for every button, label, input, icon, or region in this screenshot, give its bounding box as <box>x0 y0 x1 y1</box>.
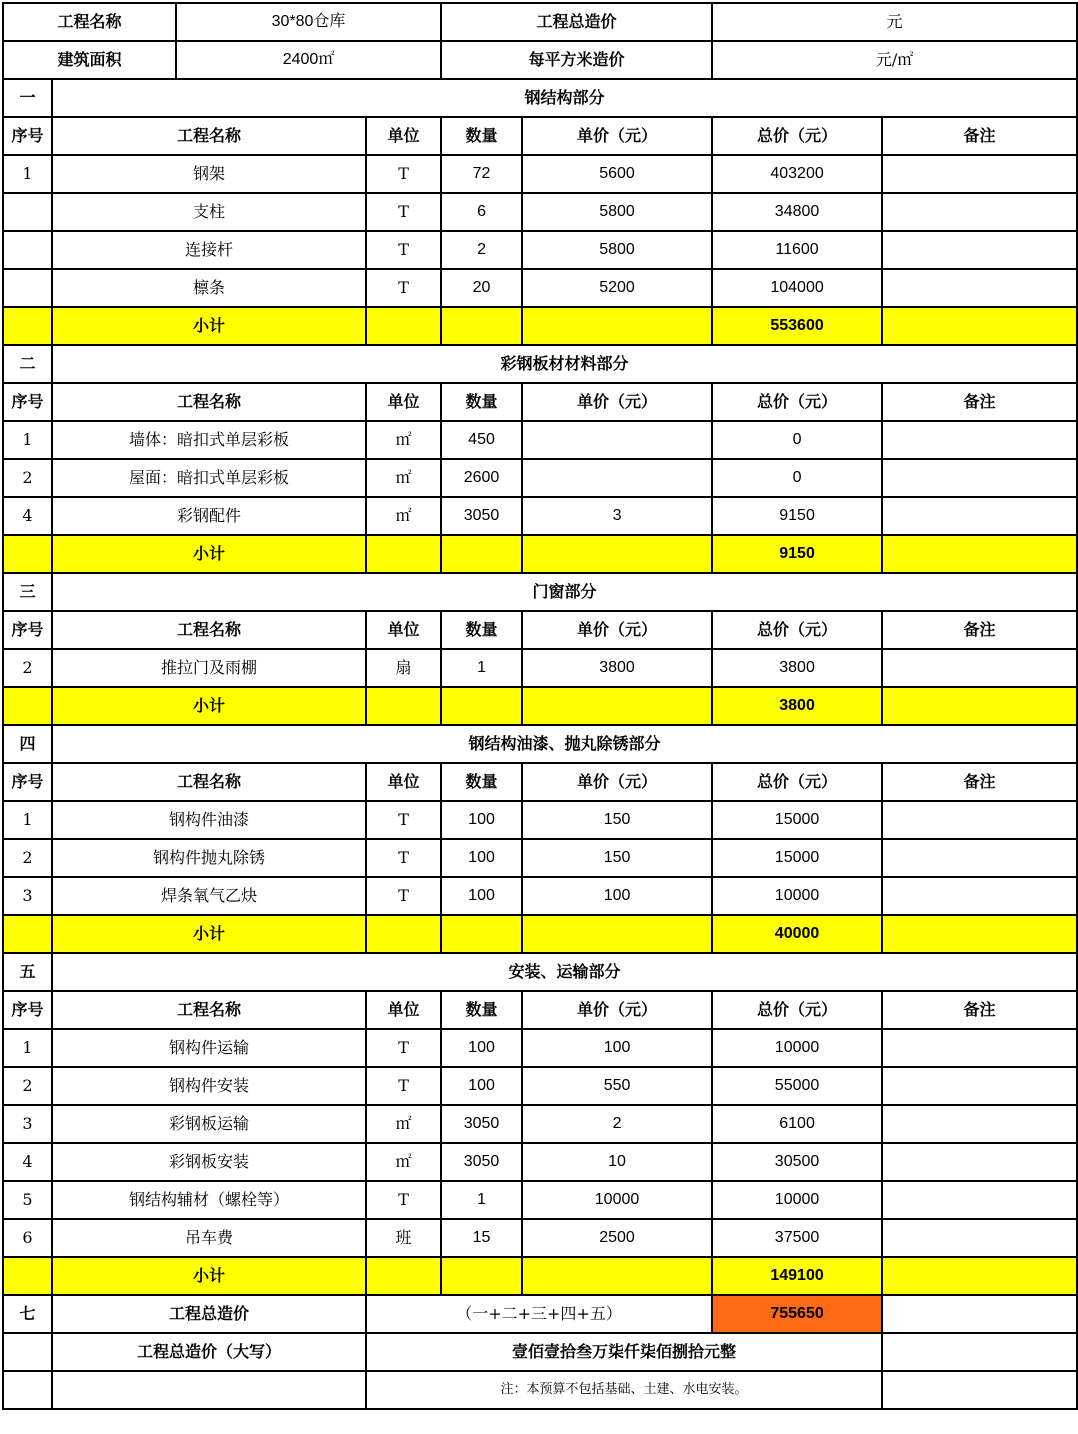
cell-unit: T <box>366 839 441 877</box>
cell-index <box>3 269 52 307</box>
subtotal-remark <box>882 915 1077 953</box>
cell-index: 2 <box>3 839 52 877</box>
table-row <box>3 1029 1077 1067</box>
subtotal-value: 3800 <box>712 687 882 725</box>
column-header-name: 工程名称 <box>52 117 366 155</box>
grand-total-row <box>3 1295 1077 1333</box>
uppercase-label: 工程总造价（大写） <box>52 1333 366 1371</box>
column-header-row <box>3 611 1077 649</box>
cell-remark <box>882 231 1077 269</box>
cell-qty: 15 <box>441 1219 522 1257</box>
section-title-row <box>3 953 1077 991</box>
cell-index: 1 <box>3 1029 52 1067</box>
cell-name: 吊车费 <box>52 1219 366 1257</box>
section-title: 钢结构油漆、抛丸除锈部分 <box>52 725 1077 763</box>
column-header-unit: 单位 <box>366 611 441 649</box>
cell-qty: 20 <box>441 269 522 307</box>
column-header-unit: 单位 <box>366 991 441 1029</box>
section-title-row <box>3 79 1077 117</box>
project-name-label: 工程名称 <box>3 3 176 41</box>
subtotal-remark <box>882 535 1077 573</box>
cell-unit: T <box>366 231 441 269</box>
cell-index <box>3 231 52 269</box>
column-header-name: 工程名称 <box>52 383 366 421</box>
cell-unit: T <box>366 1067 441 1105</box>
column-header-row <box>3 763 1077 801</box>
cell-price: 2500 <box>522 1219 712 1257</box>
cell-price: 5200 <box>522 269 712 307</box>
column-header-total: 总价（元） <box>712 763 882 801</box>
column-header-total: 总价（元） <box>712 991 882 1029</box>
uppercase-remark <box>882 1333 1077 1371</box>
column-header-price: 单价（元） <box>522 611 712 649</box>
cell-total: 30500 <box>712 1143 882 1181</box>
cell-remark <box>882 1029 1077 1067</box>
cell-name: 连接杆 <box>52 231 366 269</box>
cell-remark <box>882 1067 1077 1105</box>
cell-total: 6100 <box>712 1105 882 1143</box>
cell-qty: 450 <box>441 421 522 459</box>
column-header-qty: 数量 <box>441 611 522 649</box>
cell-price: 2 <box>522 1105 712 1143</box>
header-row-area <box>3 41 1077 79</box>
cell-unit: T <box>366 801 441 839</box>
subtotal-value: 149100 <box>712 1257 882 1295</box>
subtotal-remark <box>882 1257 1077 1295</box>
column-header-remark: 备注 <box>882 611 1077 649</box>
cell-name: 墙体：暗扣式单层彩板 <box>52 421 366 459</box>
column-header-price: 单价（元） <box>522 991 712 1029</box>
cell-qty: 100 <box>441 1067 522 1105</box>
cell-qty: 6 <box>441 193 522 231</box>
cell-name: 彩钢配件 <box>52 497 366 535</box>
column-header-name: 工程名称 <box>52 991 366 1029</box>
cell-unit: T <box>366 1181 441 1219</box>
section-title: 门窗部分 <box>52 573 1077 611</box>
column-header-index: 序号 <box>3 117 52 155</box>
cell-unit: T <box>366 155 441 193</box>
subtotal-row <box>3 535 1077 573</box>
cell-price: 3 <box>522 497 712 535</box>
column-header-remark: 备注 <box>882 991 1077 1029</box>
column-header-unit: 单位 <box>366 383 441 421</box>
note-text: 注：本预算不包括基础、土建、水电安装。 <box>366 1371 882 1409</box>
cell-total: 11600 <box>712 231 882 269</box>
section-title: 彩钢板材材料部分 <box>52 345 1077 383</box>
cell-total: 37500 <box>712 1219 882 1257</box>
cell-index: 2 <box>3 1067 52 1105</box>
table-row <box>3 1219 1077 1257</box>
total-cost-unit: 元 <box>712 3 1077 41</box>
cell-qty: 1 <box>441 1181 522 1219</box>
area-label: 建筑面积 <box>3 41 176 79</box>
cell-price: 10 <box>522 1143 712 1181</box>
cell-total: 15000 <box>712 839 882 877</box>
project-name-value: 30*80仓库 <box>176 3 441 41</box>
table-row <box>3 1181 1077 1219</box>
cell-total: 9150 <box>712 497 882 535</box>
column-header-remark: 备注 <box>882 763 1077 801</box>
subtotal-index <box>3 687 52 725</box>
subtotal-price <box>522 687 712 725</box>
cell-total: 3800 <box>712 649 882 687</box>
column-header-price: 单价（元） <box>522 383 712 421</box>
column-header-index: 序号 <box>3 763 52 801</box>
cell-total: 104000 <box>712 269 882 307</box>
subtotal-label: 小计 <box>52 307 366 345</box>
table-row <box>3 877 1077 915</box>
cell-unit: T <box>366 1029 441 1067</box>
cell-index: 4 <box>3 497 52 535</box>
cell-name: 钢构件抛丸除锈 <box>52 839 366 877</box>
table-row <box>3 1067 1077 1105</box>
cell-remark <box>882 839 1077 877</box>
cell-price: 5800 <box>522 193 712 231</box>
column-header-index: 序号 <box>3 991 52 1029</box>
cell-name: 钢构件油漆 <box>52 801 366 839</box>
section-number: 四 <box>3 725 52 763</box>
column-header-remark: 备注 <box>882 117 1077 155</box>
column-header-total: 总价（元） <box>712 611 882 649</box>
section-title: 钢结构部分 <box>52 79 1077 117</box>
cell-price <box>522 459 712 497</box>
subtotal-label: 小计 <box>52 915 366 953</box>
section-title-row <box>3 573 1077 611</box>
cell-index: 3 <box>3 877 52 915</box>
cell-unit: T <box>366 269 441 307</box>
column-header-unit: 单位 <box>366 763 441 801</box>
cell-price: 550 <box>522 1067 712 1105</box>
cell-remark <box>882 193 1077 231</box>
column-header-total: 总价（元） <box>712 117 882 155</box>
cell-index: 1 <box>3 155 52 193</box>
unit-cost-label: 每平方米造价 <box>441 41 712 79</box>
section-number: 二 <box>3 345 52 383</box>
note-remark <box>882 1371 1077 1409</box>
column-header-unit: 单位 <box>366 117 441 155</box>
column-header-total: 总价（元） <box>712 383 882 421</box>
subtotal-price <box>522 1257 712 1295</box>
subtotal-label: 小计 <box>52 1257 366 1295</box>
cell-qty: 100 <box>441 801 522 839</box>
cell-remark <box>882 801 1077 839</box>
cell-price: 150 <box>522 839 712 877</box>
subtotal-index <box>3 915 52 953</box>
cell-total: 15000 <box>712 801 882 839</box>
subtotal-label: 小计 <box>52 687 366 725</box>
cell-unit: 班 <box>366 1219 441 1257</box>
uppercase-value: 壹佰壹拾叁万柒仟柒佰捌拾元整 <box>366 1333 882 1371</box>
cell-index: 2 <box>3 649 52 687</box>
subtotal-value: 40000 <box>712 915 882 953</box>
table-row <box>3 155 1077 193</box>
subtotal-qty <box>441 535 522 573</box>
column-header-row <box>3 383 1077 421</box>
cell-qty: 1 <box>441 649 522 687</box>
grand-total-label: 工程总造价 <box>52 1295 366 1333</box>
cell-index: 3 <box>3 1105 52 1143</box>
subtotal-row <box>3 687 1077 725</box>
subtotal-index <box>3 535 52 573</box>
cell-price: 150 <box>522 801 712 839</box>
subtotal-price <box>522 307 712 345</box>
section-number: 一 <box>3 79 52 117</box>
column-header-price: 单价（元） <box>522 763 712 801</box>
cell-unit: ㎡ <box>366 1143 441 1181</box>
cell-total: 0 <box>712 459 882 497</box>
subtotal-remark <box>882 687 1077 725</box>
cell-remark <box>882 1143 1077 1181</box>
subtotal-price <box>522 535 712 573</box>
cell-name: 推拉门及雨棚 <box>52 649 366 687</box>
cell-name: 彩钢板运输 <box>52 1105 366 1143</box>
table-row <box>3 459 1077 497</box>
cell-qty: 3050 <box>441 1105 522 1143</box>
table-row <box>3 1105 1077 1143</box>
table-row <box>3 231 1077 269</box>
table-row <box>3 839 1077 877</box>
cell-name: 焊条氧气乙炔 <box>52 877 366 915</box>
cell-name: 彩钢板安装 <box>52 1143 366 1181</box>
table-row <box>3 269 1077 307</box>
subtotal-unit <box>366 307 441 345</box>
cell-remark <box>882 421 1077 459</box>
subtotal-index <box>3 1257 52 1295</box>
cell-name: 钢结构辅材（螺栓等） <box>52 1181 366 1219</box>
cell-unit: ㎡ <box>366 497 441 535</box>
cell-qty: 2 <box>441 231 522 269</box>
subtotal-qty <box>441 915 522 953</box>
cell-remark <box>882 1105 1077 1143</box>
note-row <box>3 1371 1077 1409</box>
column-header-qty: 数量 <box>441 763 522 801</box>
cell-qty: 2600 <box>441 459 522 497</box>
cell-index: 1 <box>3 421 52 459</box>
cell-price: 100 <box>522 877 712 915</box>
cell-qty: 100 <box>441 1029 522 1067</box>
cell-remark <box>882 497 1077 535</box>
cell-price: 5800 <box>522 231 712 269</box>
cell-unit: ㎡ <box>366 1105 441 1143</box>
table-row <box>3 801 1077 839</box>
subtotal-unit <box>366 915 441 953</box>
uppercase-index <box>3 1333 52 1371</box>
cell-remark <box>882 1219 1077 1257</box>
table-row <box>3 649 1077 687</box>
column-header-row <box>3 117 1077 155</box>
column-header-row <box>3 991 1077 1029</box>
cell-remark <box>882 155 1077 193</box>
table-row <box>3 497 1077 535</box>
cell-price: 5600 <box>522 155 712 193</box>
cell-index: 1 <box>3 801 52 839</box>
cell-index: 5 <box>3 1181 52 1219</box>
table-row <box>3 193 1077 231</box>
subtotal-index <box>3 307 52 345</box>
subtotal-remark <box>882 307 1077 345</box>
subtotal-row <box>3 915 1077 953</box>
column-header-name: 工程名称 <box>52 611 366 649</box>
table-row <box>3 421 1077 459</box>
total-cost-label: 工程总造价 <box>441 3 712 41</box>
summary-number: 七 <box>3 1295 52 1333</box>
cell-qty: 100 <box>441 839 522 877</box>
cell-unit: ㎡ <box>366 421 441 459</box>
cell-price: 100 <box>522 1029 712 1067</box>
subtotal-unit <box>366 535 441 573</box>
cell-index: 4 <box>3 1143 52 1181</box>
cell-price <box>522 421 712 459</box>
cell-index: 6 <box>3 1219 52 1257</box>
cell-total: 10000 <box>712 1029 882 1067</box>
cell-index <box>3 193 52 231</box>
subtotal-label: 小计 <box>52 535 366 573</box>
cell-qty: 72 <box>441 155 522 193</box>
grand-total-formula: （一+二+三+四+五） <box>366 1295 712 1333</box>
cell-unit: T <box>366 193 441 231</box>
subtotal-value: 553600 <box>712 307 882 345</box>
cell-unit: ㎡ <box>366 459 441 497</box>
column-header-qty: 数量 <box>441 991 522 1029</box>
section-title: 安装、运输部分 <box>52 953 1077 991</box>
table-row <box>3 1143 1077 1181</box>
section-number: 三 <box>3 573 52 611</box>
subtotal-price <box>522 915 712 953</box>
cell-qty: 3050 <box>441 497 522 535</box>
cell-name: 钢构件运输 <box>52 1029 366 1067</box>
cell-price: 10000 <box>522 1181 712 1219</box>
cell-qty: 100 <box>441 877 522 915</box>
cell-total: 0 <box>712 421 882 459</box>
cell-index: 2 <box>3 459 52 497</box>
grand-total-value: 755650 <box>712 1295 882 1333</box>
subtotal-row <box>3 307 1077 345</box>
cell-total: 34800 <box>712 193 882 231</box>
subtotal-unit <box>366 1257 441 1295</box>
section-number: 五 <box>3 953 52 991</box>
cell-remark <box>882 649 1077 687</box>
note-index <box>3 1371 52 1409</box>
cell-name: 钢架 <box>52 155 366 193</box>
column-header-price: 单价（元） <box>522 117 712 155</box>
cell-price: 3800 <box>522 649 712 687</box>
subtotal-value: 9150 <box>712 535 882 573</box>
note-blank <box>52 1371 366 1409</box>
cell-total: 10000 <box>712 877 882 915</box>
subtotal-qty <box>441 307 522 345</box>
cell-total: 10000 <box>712 1181 882 1219</box>
cell-total: 403200 <box>712 155 882 193</box>
subtotal-qty <box>441 1257 522 1295</box>
cell-unit: T <box>366 877 441 915</box>
subtotal-row <box>3 1257 1077 1295</box>
cell-qty: 3050 <box>441 1143 522 1181</box>
uppercase-row <box>3 1333 1077 1371</box>
subtotal-qty <box>441 687 522 725</box>
subtotal-unit <box>366 687 441 725</box>
grand-total-remark <box>882 1295 1077 1333</box>
area-value: 2400㎡ <box>176 41 441 79</box>
cell-remark <box>882 1181 1077 1219</box>
cell-name: 檩条 <box>52 269 366 307</box>
cell-remark <box>882 269 1077 307</box>
cell-remark <box>882 459 1077 497</box>
cell-name: 支柱 <box>52 193 366 231</box>
section-title-row <box>3 725 1077 763</box>
cell-total: 55000 <box>712 1067 882 1105</box>
header-row-project <box>3 3 1077 41</box>
budget-table <box>2 2 1078 1410</box>
section-title-row <box>3 345 1077 383</box>
column-header-index: 序号 <box>3 611 52 649</box>
cell-unit: 扇 <box>366 649 441 687</box>
cell-remark <box>882 877 1077 915</box>
column-header-qty: 数量 <box>441 117 522 155</box>
column-header-remark: 备注 <box>882 383 1077 421</box>
cell-name: 屋面：暗扣式单层彩板 <box>52 459 366 497</box>
column-header-qty: 数量 <box>441 383 522 421</box>
column-header-index: 序号 <box>3 383 52 421</box>
column-header-name: 工程名称 <box>52 763 366 801</box>
cell-name: 钢构件安装 <box>52 1067 366 1105</box>
unit-cost-unit: 元/㎡ <box>712 41 1077 79</box>
